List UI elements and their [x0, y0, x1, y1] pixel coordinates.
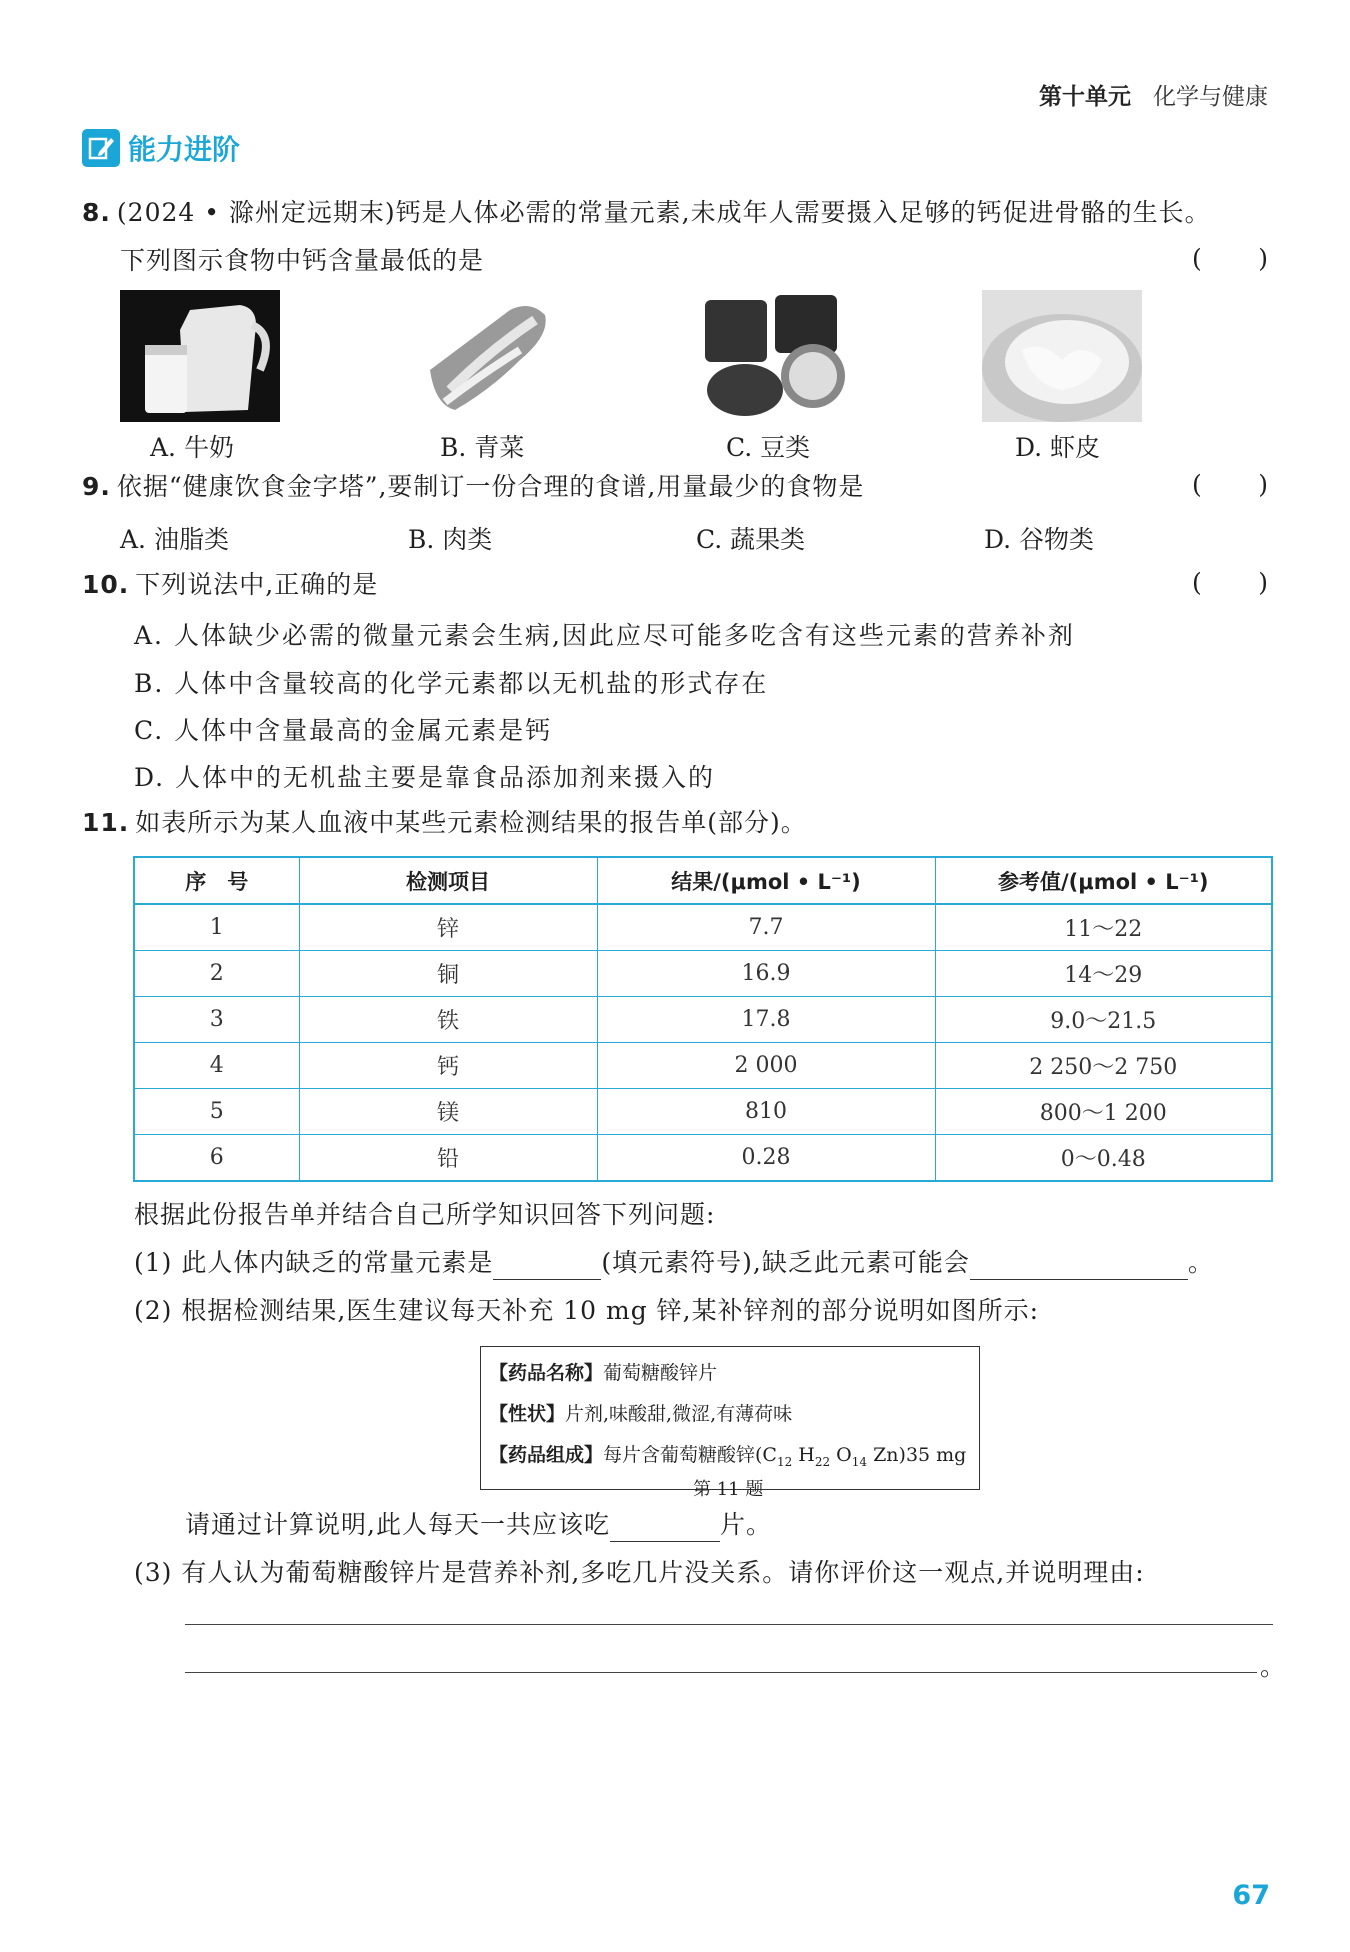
col-header-item: 检测项目	[299, 857, 597, 904]
q10-answer-paren[interactable]	[1192, 568, 1268, 597]
drug-composition-label: 【药品组成】	[489, 1444, 604, 1466]
unit-label: 第十单元	[1039, 84, 1131, 110]
q11-part2-calc-text-b: 片。	[719, 1510, 772, 1539]
q11-part1-text-b: (填元素符号),缺乏此元素可能会	[601, 1248, 970, 1277]
q8-answer-paren[interactable]	[1192, 244, 1268, 273]
col-header-no: 序 号	[134, 857, 299, 904]
q11-part1-text-a: (1) 此人体内缺乏的常量元素是	[134, 1248, 494, 1277]
q10-option-c[interactable]: C. 人体中含量最高的金属元素是钙	[134, 716, 553, 745]
q8-stem-1: (2024 • 滁州定远期末)钙是人体必需的常量元素,未成年人需要摄入足够的钙促进骨骼的生长。	[116, 198, 1211, 227]
q10-line	[82, 568, 378, 602]
figure-caption: 第 11 题	[693, 1479, 764, 1500]
q9-option-d[interactable]: D. 谷物类	[984, 525, 1095, 554]
paren-open: (	[1192, 470, 1202, 499]
q11-part1	[134, 1246, 1214, 1280]
q10-option-a[interactable]: A. 人体缺少必需的微量元素会生病,因此应尽可能多吃含有这些元素的营养补剂	[134, 621, 1075, 650]
bok-choy-image	[410, 290, 570, 422]
drug-name-label: 【药品名称】	[489, 1362, 604, 1384]
cell-reference: 14～29	[935, 951, 1272, 997]
cell-result: 7.7	[597, 904, 935, 951]
paren-close: )	[1258, 470, 1268, 499]
q8-number: 8.	[82, 198, 111, 227]
pencil-note-icon	[82, 129, 120, 167]
section-title-text: 能力进阶	[128, 133, 241, 166]
formula-part: O	[830, 1444, 852, 1466]
page-number: 67	[1232, 1880, 1270, 1911]
cell-no: 4	[134, 1043, 299, 1089]
q11-part3-end: 。	[1260, 1652, 1287, 1681]
formula-sub: 14	[851, 1454, 868, 1469]
cell-reference: 800～1 200	[935, 1089, 1272, 1135]
q11-part3-answer-line-1[interactable]	[185, 1624, 1273, 1625]
table-row	[134, 904, 1272, 951]
cell-item: 锌	[299, 904, 597, 951]
q11-number: 11.	[82, 808, 130, 837]
q9-option-b[interactable]: B. 肉类	[408, 525, 493, 554]
table-row	[134, 997, 1272, 1043]
q9-answer-paren[interactable]	[1192, 470, 1268, 499]
drug-name-line	[489, 1353, 971, 1394]
formula-sub: 22	[814, 1454, 831, 1469]
q10-number: 10.	[82, 570, 130, 599]
paren-close: )	[1258, 568, 1268, 597]
topic-label: 化学与健康	[1153, 84, 1268, 110]
table-row	[134, 1135, 1272, 1182]
paren-open: (	[1192, 568, 1202, 597]
q8-option-d[interactable]: D. 虾皮	[1015, 433, 1101, 462]
drug-property-line	[489, 1394, 971, 1435]
q11-part1-blank-symbol[interactable]	[493, 1251, 601, 1280]
cell-item: 铅	[299, 1135, 597, 1182]
table-row	[134, 1043, 1272, 1089]
q11-line	[82, 806, 807, 840]
chapter-header	[1039, 78, 1268, 111]
cell-reference: 11～22	[935, 904, 1272, 951]
q11-part3-answer-line-2[interactable]	[185, 1672, 1257, 1673]
cell-item: 钙	[299, 1043, 597, 1089]
q11-part3: (3) 有人认为葡萄糖酸锌片是营养补剂,多吃几片没关系。请你评价这一观点,并说明理由:	[134, 1558, 1145, 1587]
drug-instruction-box	[480, 1346, 980, 1490]
table-header-row	[134, 857, 1272, 904]
q11-part2-calc	[185, 1508, 772, 1542]
q9-stem: 依据“健康饮食金字塔”,要制订一份合理的食谱,用量最少的食物是	[116, 472, 865, 501]
col-header-result: 结果/(μmol • L⁻¹)	[597, 857, 935, 904]
formula-part: 每片含葡萄糖酸锌(C	[603, 1444, 777, 1466]
formula-part: Zn)35 mg	[867, 1444, 967, 1466]
q10-stem: 下列说法中,正确的是	[135, 570, 379, 599]
q9-option-a[interactable]: A. 油脂类	[120, 525, 229, 554]
paren-close: )	[1258, 244, 1268, 273]
q9-number: 9.	[82, 472, 111, 501]
drug-property: 片剂,味酸甜,微涩,有薄荷味	[565, 1403, 793, 1425]
paren-open: (	[1192, 244, 1202, 273]
cell-no: 5	[134, 1089, 299, 1135]
section-title	[82, 128, 240, 168]
cell-result: 0.28	[597, 1135, 935, 1182]
q10-option-b[interactable]: B. 人体中含量较高的化学元素都以无机盐的形式存在	[134, 669, 769, 698]
q11-part1-end: 。	[1187, 1248, 1214, 1277]
q11-intro: 根据此份报告单并结合自己所学知识回答下列问题:	[134, 1200, 716, 1229]
cell-no: 6	[134, 1135, 299, 1182]
cell-reference: 2 250～2 750	[935, 1043, 1272, 1089]
drug-property-label: 【性状】	[489, 1403, 566, 1425]
q8-stem-2: 下列图示食物中钙含量最低的是	[120, 246, 485, 275]
q8-option-c[interactable]: C. 豆类	[726, 433, 811, 462]
q11-part1-blank-effect[interactable]	[970, 1251, 1188, 1280]
table-row	[134, 1089, 1272, 1135]
shrimp-skin-image	[982, 290, 1142, 422]
cell-result: 17.8	[597, 997, 935, 1043]
q11-part2-blank-count[interactable]	[610, 1513, 720, 1542]
cell-no: 2	[134, 951, 299, 997]
q8-option-a[interactable]: A. 牛奶	[150, 433, 234, 462]
q11-stem: 如表所示为某人血液中某些元素检测结果的报告单(部分)。	[135, 808, 807, 837]
blood-report-table	[133, 856, 1273, 1182]
cell-no: 1	[134, 904, 299, 951]
q11-part2-calc-text-a: 请通过计算说明,此人每天一共应该吃	[185, 1510, 610, 1539]
formula-sub: 12	[776, 1454, 793, 1469]
beans-image	[695, 290, 855, 422]
q10-option-d[interactable]: D. 人体中的无机盐主要是靠食品添加剂来摄入的	[134, 763, 716, 792]
cell-item: 镁	[299, 1089, 597, 1135]
table-row	[134, 951, 1272, 997]
cell-no: 3	[134, 997, 299, 1043]
formula-part: H	[792, 1444, 815, 1466]
cell-result: 2 000	[597, 1043, 935, 1089]
cell-result: 16.9	[597, 951, 935, 997]
cell-item: 铜	[299, 951, 597, 997]
q9-option-c[interactable]: C. 蔬果类	[696, 525, 806, 554]
cell-item: 铁	[299, 997, 597, 1043]
q9-line	[82, 470, 864, 504]
drug-name: 葡萄糖酸锌片	[603, 1362, 718, 1384]
milk-image	[120, 290, 280, 422]
q8-option-b[interactable]: B. 青菜	[440, 433, 525, 462]
cell-reference: 9.0～21.5	[935, 997, 1272, 1043]
q11-part2: (2) 根据检测结果,医生建议每天补充 10 mg 锌,某补锌剂的部分说明如图所示:	[134, 1296, 1040, 1325]
q8-line1	[82, 196, 1211, 230]
cell-result: 810	[597, 1089, 935, 1135]
cell-reference: 0～0.48	[935, 1135, 1272, 1182]
col-header-reference: 参考值/(μmol • L⁻¹)	[935, 857, 1272, 904]
